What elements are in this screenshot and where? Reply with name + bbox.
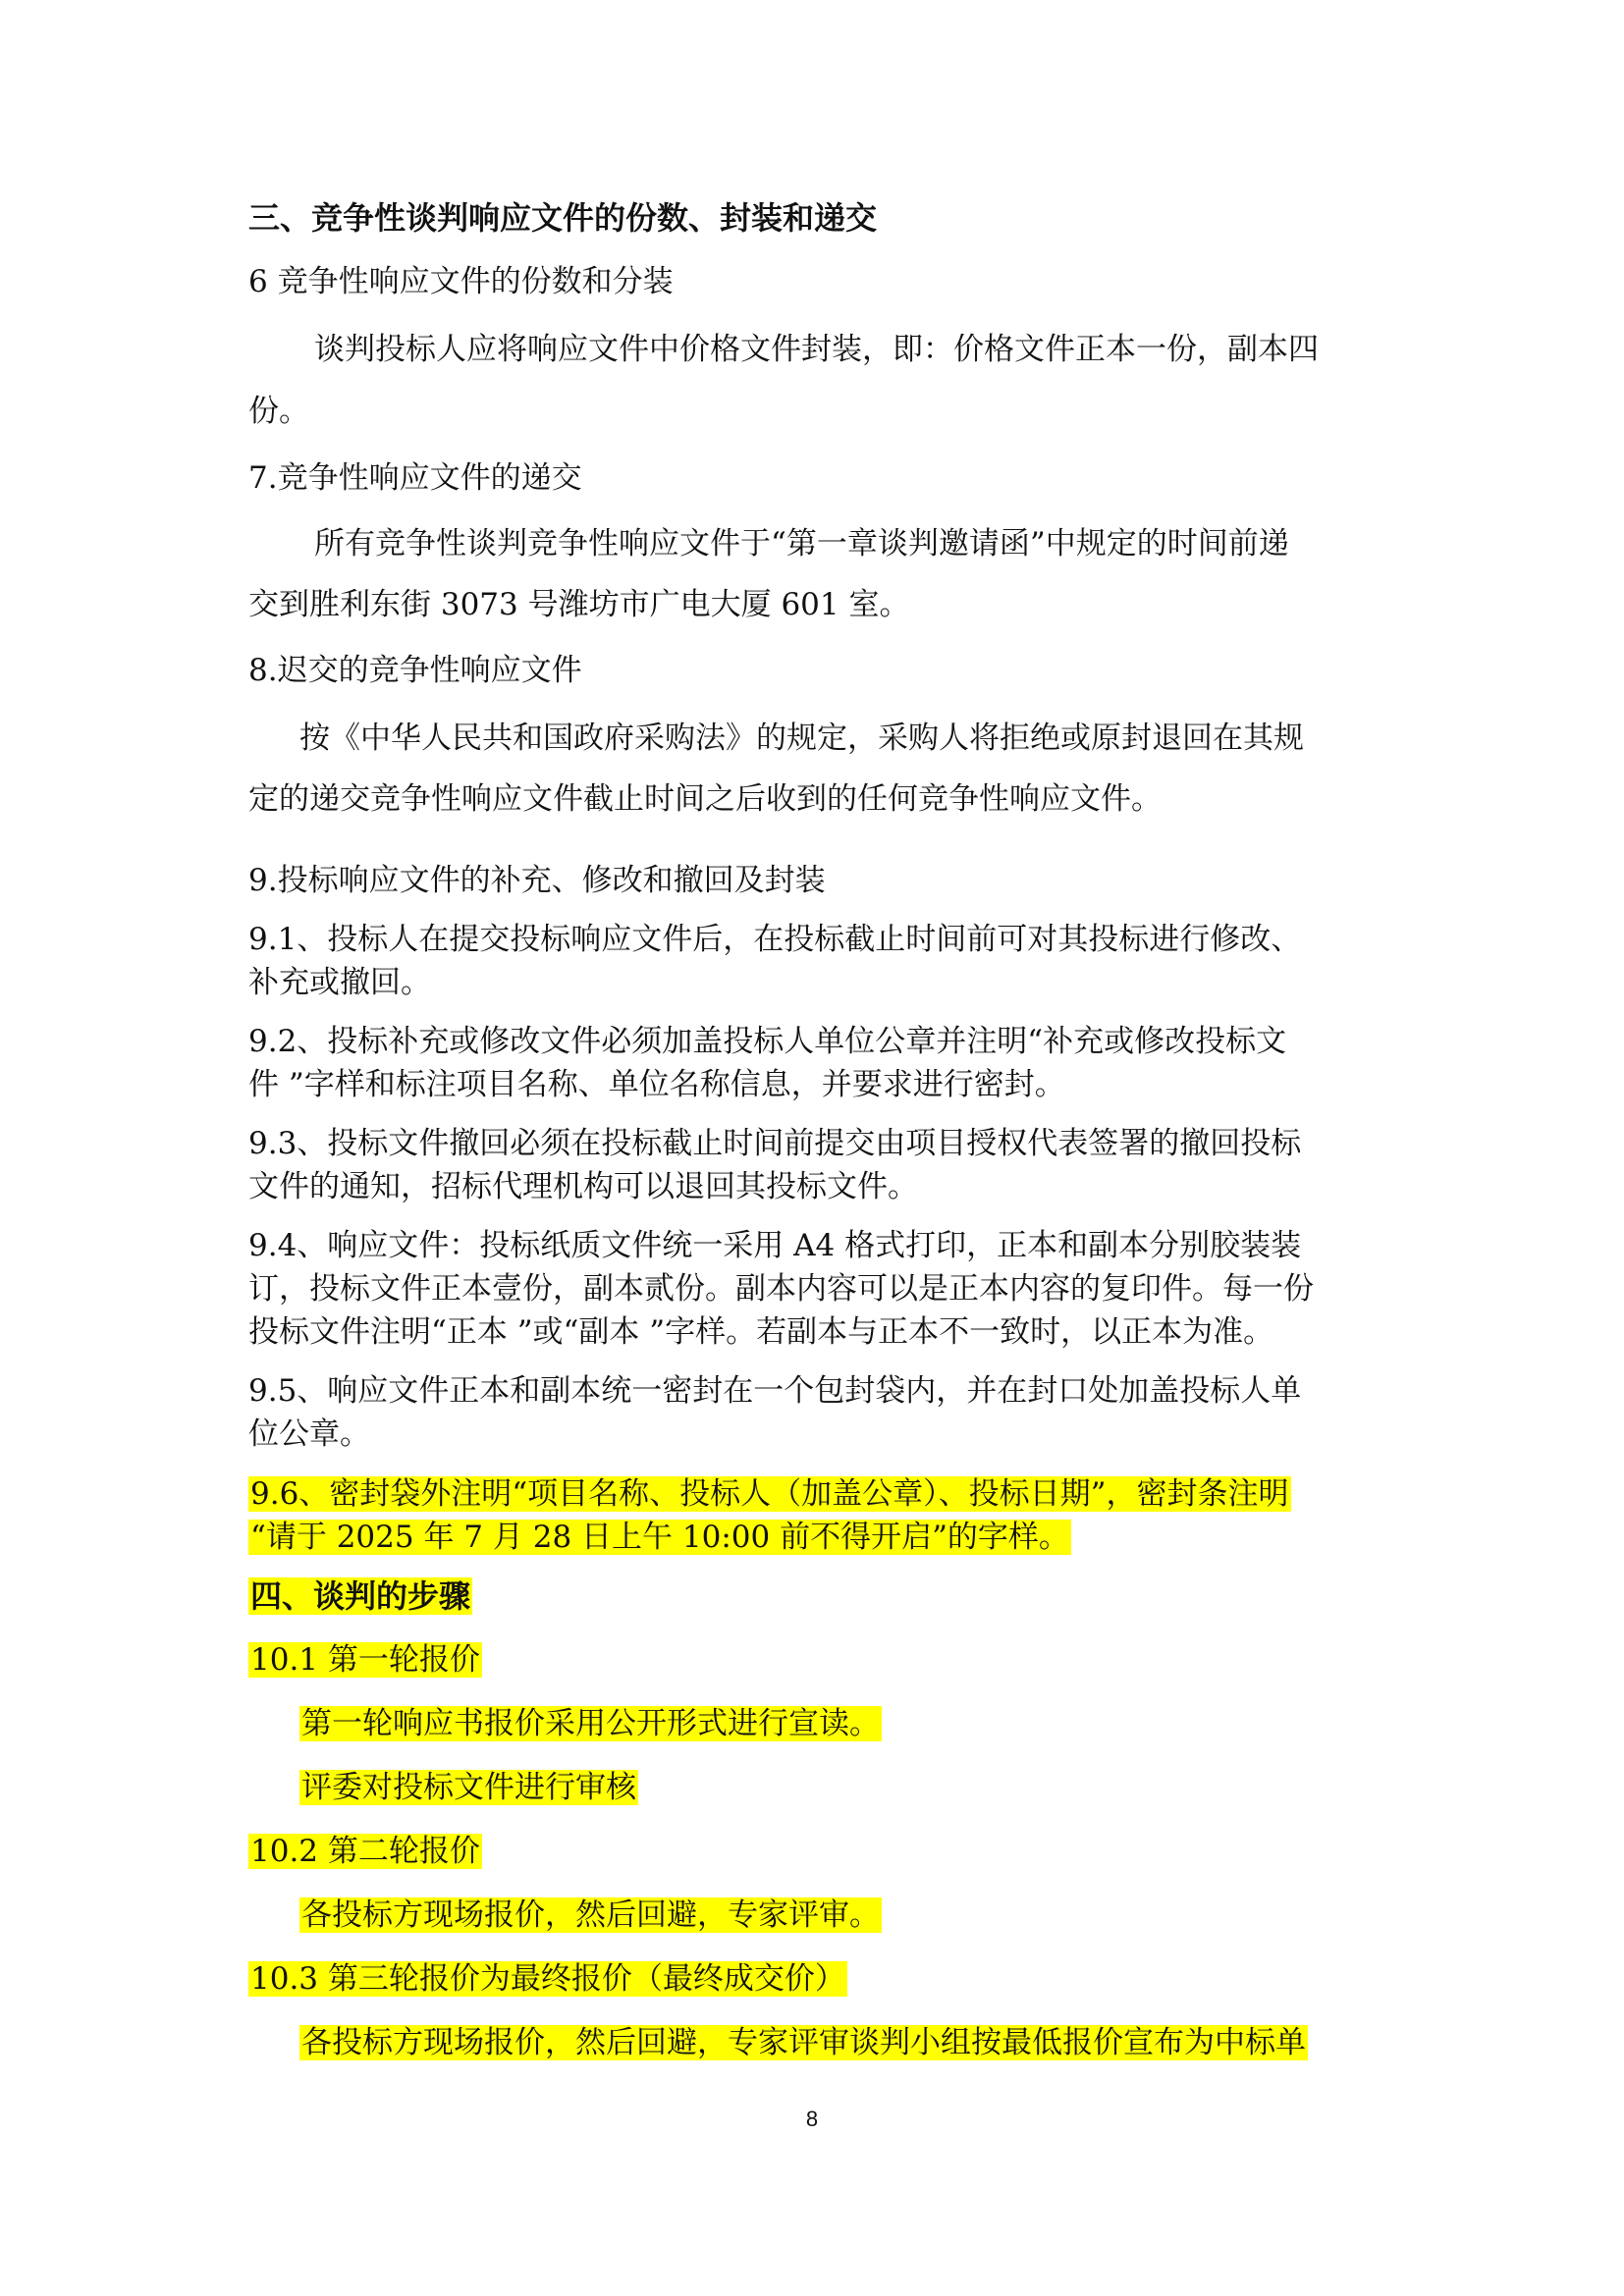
clause-9-5-line2: 位公章。: [248, 1416, 370, 1452]
clause-10-3-title: 10.3 第三轮报价为最终报价（最终成交价）: [250, 1961, 845, 1997]
clause-10-2-body-wrap: [299, 1894, 882, 1937]
clause-10-1-title-wrap: [248, 1638, 482, 1682]
clause-10-1-body2-wrap: [299, 1766, 638, 1809]
section-4-heading-wrap: [248, 1575, 472, 1618]
clause-10-2-title: 10.2 第二轮报价: [250, 1834, 480, 1869]
clause-8-body-line1: 按《中华人民共和国政府采购法》的规定，采购人将拒绝或原封退回在其规: [299, 721, 1304, 756]
clause-9-1-line1: 9.1、投标人在提交投标响应文件后，在投标截止时间前可对其投标进行修改、: [248, 922, 1302, 957]
clause-8-body-line2: 定的递交竞争性响应文件截止时间之后收到的任何竞争性响应文件。: [248, 781, 1162, 817]
clause-9-6-line2: “请于 2025 年 7 月 28 日上午 10:00 前不得开启”的字样。: [250, 1520, 1069, 1555]
clause-6-title: 6 竞争性响应文件的份数和分装: [248, 264, 674, 299]
section-4-heading: 四、谈判的步骤: [250, 1577, 471, 1615]
clause-9-1-line2: 补充或撤回。: [248, 965, 431, 1000]
clause-9-5-line1: 9.5、响应文件正本和副本统一密封在一个包封袋内，并在封口处加盖投标人单: [248, 1373, 1302, 1409]
clause-9-6-line2-wrap: [248, 1516, 1071, 1559]
clause-10-1-body2: 评委对投标文件进行审核: [301, 1770, 636, 1805]
clause-9-3-line2: 文件的通知，招标代理机构可以退回其投标文件。: [248, 1169, 918, 1204]
clause-10-1-body1-wrap: [299, 1702, 882, 1745]
clause-10-1-body1: 第一轮响应书报价采用公开形式进行宣读。: [301, 1706, 880, 1741]
page-number: 8: [805, 2107, 819, 2131]
clause-10-2-title-wrap: [248, 1830, 482, 1873]
clause-10-3-body-wrap: [299, 2021, 1308, 2064]
clause-9-4-line1: 9.4、响应文件：投标纸质文件统一采用 A4 格式打印，正本和副本分别胶装装: [248, 1228, 1302, 1263]
clause-10-3-title-wrap: [248, 1957, 847, 2001]
clause-9-2-line2: 件 ”字样和标注项目名称、单位名称信息，并要求进行密封。: [248, 1067, 1065, 1102]
clause-6-body-line1: 谈判投标人应将响应文件中价格文件封装，即：价格文件正本一份，副本四: [314, 332, 1319, 367]
clause-9-2-line1: 9.2、投标补充或修改文件必须加盖投标人单位公章并注明“补充或修改投标文: [248, 1024, 1287, 1059]
clause-9-3-line1: 9.3、投标文件撤回必须在投标截止时间前提交由项目授权代表签署的撤回投标: [248, 1126, 1302, 1161]
clause-7-body-line1: 所有竞争性谈判竞争性响应文件于“第一章谈判邀请函”中规定的时间前递: [314, 526, 1289, 561]
clause-10-3-body: 各投标方现场报价，然后回避，专家评审谈判小组按最低报价宣布为中标单: [301, 2025, 1306, 2060]
clause-8-title: 8.迟交的竞争性响应文件: [248, 653, 582, 688]
clause-9-6-line1: 9.6、密封袋外注明“项目名称、投标人（加盖公章）、投标日期”，密封条注明: [250, 1476, 1289, 1512]
clause-9-4-line3: 投标文件注明“正本 ”或“副本 ”字样。若副本与正本不一致时，以正本为准。: [248, 1314, 1274, 1350]
clause-7-title: 7.竞争性响应文件的递交: [248, 460, 582, 496]
clause-10-2-body: 各投标方现场报价，然后回避，专家评审。: [301, 1897, 880, 1933]
clause-9-title: 9.投标响应文件的补充、修改和撤回及封装: [248, 863, 826, 898]
clause-6-body-line2: 份。: [248, 394, 309, 429]
clause-9-6-line1-wrap: [248, 1472, 1291, 1516]
clause-7-body-line2: 交到胜利东街 3073 号潍坊市广电大厦 601 室。: [248, 587, 910, 622]
clause-10-1-title: 10.1 第一轮报价: [250, 1642, 480, 1678]
clause-9-4-line2: 订，投标文件正本壹份，副本贰份。副本内容可以是正本内容的复印件。每一份: [248, 1271, 1314, 1307]
section-3-heading: 三、竞争性谈判响应文件的份数、封装和递交: [248, 199, 878, 237]
